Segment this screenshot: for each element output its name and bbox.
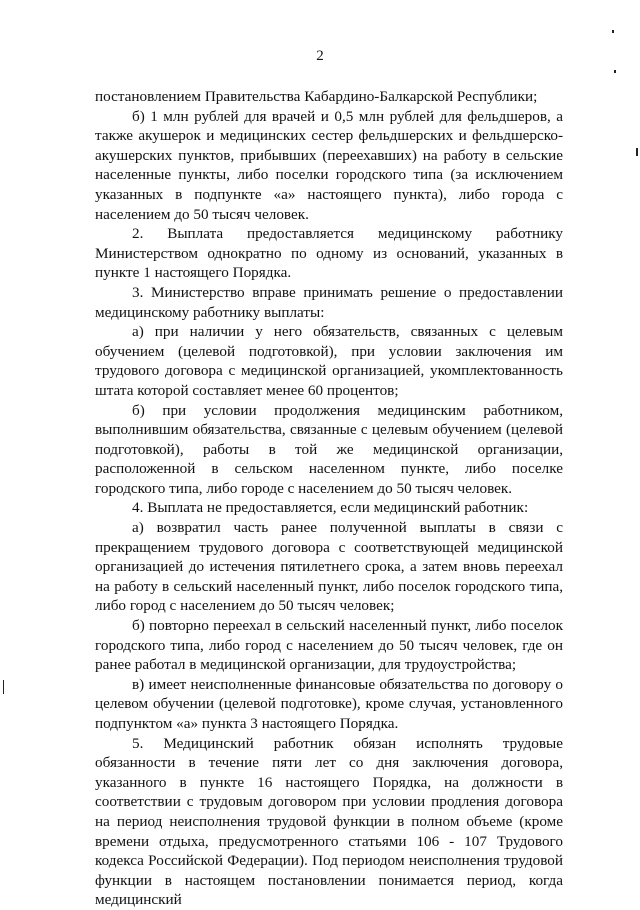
paragraph-3a: а) при наличии у него обязательств, связанных с целевым обучением (целевой подготовкой), при условии заключения им трудового договора с медицинской организацией, укомплектованность штата которой составляет менее 60 процентов;	[95, 323, 563, 399]
paragraph-1-end: постановлением Правительства Кабардино-Балкарской Республики;	[95, 88, 538, 105]
paragraph-3: 3. Министерство вправе принимать решение о предоставлении медицинскому работнику выплаты:	[95, 283, 563, 321]
scan-mark-right-upper	[614, 70, 616, 73]
paragraph-4a: а) возвратил часть ранее полученной выплаты в связи с прекращением трудового договора с соответствующей медицинской организацией до истечения пятилетнего срока, а затем вновь переехал на работу в сельский населенный пункт, либо поселок городского типа, либо город с населением до 50 тысяч человек;	[95, 519, 563, 615]
page-number: 2	[316, 48, 324, 64]
paragraph-2: 2. Выплата предоставляется медицинскому работнику Министерством однократно по одному из оснований, указанных в пункте 1 настоящего Порядка.	[95, 225, 563, 282]
paragraph-4b: б) повторно переехал в сельский населенный пункт, либо поселок городского типа, либо город с населением до 50 тысяч человек, где он ранее работал в медицинской организации, для трудоустройства;	[95, 617, 563, 674]
scan-mark-right-edge	[636, 148, 638, 156]
paragraph-1b: б) 1 млн рублей для врачей и 0,5 млн рублей для фельдшеров, а также акушерок и медицинских сестер фельдшерских и фельдшерско-акушерских пунктов, прибывших (переехавших) на работу в сельские населенные пункты, либо поселки городского типа (за исключением указанных в подпункте «а» настоящего пункта), либо города с населением до 50 тысяч человек.	[95, 107, 563, 223]
paragraph-3b: б) при условии продолжения медицинским работником, выполнившим обязательства, связанные с целевым обучением (целевой подготовкой), работы в той же медицинской организации, расположенной в сельском населенном пункте, либо поселке городского типа, либо городе с населением до 50 тысяч человек.	[95, 401, 563, 497]
paragraph-5: 5. Медицинский работник обязан исполнять трудовые обязанности в течение пяти лет со дня заключения договора, указанного в пункте 16 настоящего Порядка, на должности в соответствии с трудовым договором при условии продления договора на период неисполнения трудовой функции в полном объеме (кроме времени отдыха, предусмотренного статьями 106 - 107 Трудового кодекса Российской Федерации). Под периодом неисполнения трудовой функции в настоящем постановлении понимается период, когда медицинский	[95, 734, 563, 909]
paragraph-4c: в) имеет неисполненные финансовые обязательства по договору о целевом обучении (целевой подготовке), кроме случая, установленного подпунктом «а» пункта 3 настоящего Порядка.	[95, 675, 563, 732]
paragraph-4: 4. Выплата не предоставляется, если медицинский работник:	[132, 499, 529, 517]
document-body	[95, 87, 563, 910]
scan-mark-top-right	[612, 30, 614, 33]
scan-mark-left-edge	[3, 680, 4, 694]
